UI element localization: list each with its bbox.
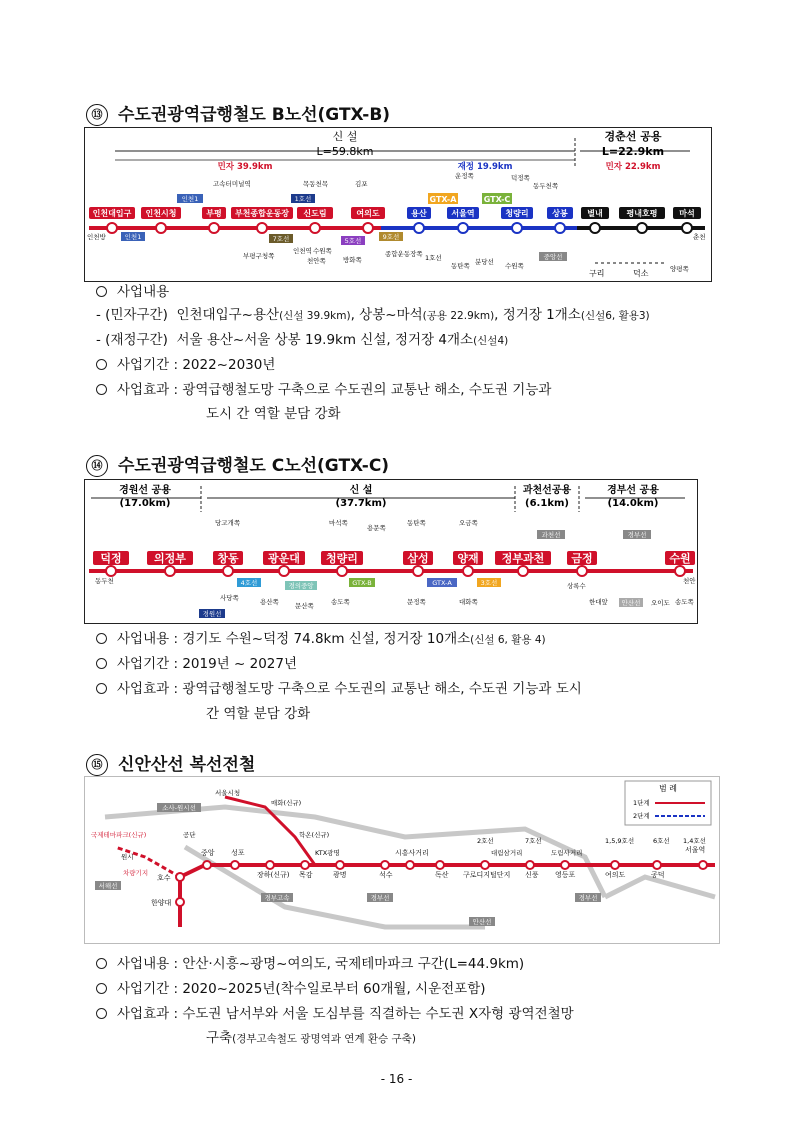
svg-text:(17.0km): (17.0km): [119, 498, 171, 509]
svg-text:송도쪽: 송도쪽: [675, 598, 694, 606]
svg-text:안산선: 안산선: [621, 599, 641, 607]
svg-text:인천방: 인천방: [87, 233, 106, 241]
svg-text:민자 22.9km: 민자 22.9km: [605, 162, 661, 172]
svg-text:청량리: 청량리: [505, 209, 529, 218]
svg-text:1,5,9호선: 1,5,9호선: [605, 837, 635, 845]
s-item-effect: 사업효과 : 수도권 남서부와 서울 도심부를 직결하는 수도권 X자형 광역전철망: [96, 1004, 574, 1024]
svg-text:소사-원시선: 소사-원시선: [162, 804, 196, 812]
svg-text:상록수: 상록수: [567, 582, 586, 590]
svg-text:2호선: 2호선: [477, 837, 494, 845]
svg-text:수원: 수원: [669, 552, 691, 565]
bullet-icon: [96, 286, 107, 297]
svg-text:(37.7km): (37.7km): [335, 498, 387, 509]
svg-text:신도림: 신도림: [303, 209, 327, 218]
svg-text:삼성: 삼성: [407, 552, 429, 565]
svg-text:한양대: 한양대: [151, 899, 172, 907]
b-item-effect: 사업효과 : 광역급행철도망 구축으로 수도권의 교통난 해소, 수도권 기능과: [96, 380, 551, 400]
svg-text:덕소: 덕소: [633, 269, 649, 278]
svg-text:신 설: 신 설: [349, 485, 373, 496]
svg-text:춘천: 춘천: [693, 233, 706, 241]
svg-text:학온(신규): 학온(신규): [299, 831, 330, 839]
svg-text:평내호평: 평내호평: [626, 209, 658, 218]
svg-text:마석쪽: 마석쪽: [329, 519, 348, 527]
c-item-period: 사업기간 : 2019년 ~ 2027년: [96, 654, 297, 674]
bullet-icon: [96, 658, 107, 669]
svg-text:1단계: 1단계: [633, 799, 650, 807]
svg-text:2단계: 2단계: [633, 812, 650, 820]
bullet-icon: [96, 384, 107, 395]
svg-text:과천선공용: 과천선공용: [522, 485, 572, 496]
svg-text:대화쪽: 대화쪽: [459, 598, 478, 606]
bullet-icon: [96, 359, 107, 370]
svg-text:서울역: 서울역: [451, 209, 475, 218]
svg-text:7호선: 7호선: [525, 837, 542, 845]
svg-text:경부고속: 경부고속: [264, 894, 290, 902]
svg-text:동두천: 동두천: [95, 577, 114, 585]
svg-text:9호선: 9호선: [382, 233, 400, 241]
svg-text:안산선: 안산선: [472, 918, 492, 926]
svg-text:성포: 성포: [231, 849, 245, 857]
svg-text:상봉: 상봉: [552, 209, 568, 218]
svg-text:용문쪽: 용문쪽: [367, 524, 386, 532]
bullet-icon: [96, 1008, 107, 1019]
bullet-icon: [96, 958, 107, 969]
svg-text:3호선: 3호선: [480, 579, 498, 587]
shinansan-diagram: [84, 776, 720, 944]
svg-text:신풍: 신풍: [525, 871, 539, 879]
svg-text:사당쪽: 사당쪽: [220, 594, 239, 602]
svg-text:부평구청쪽: 부평구청쪽: [243, 252, 275, 260]
svg-text:6호선: 6호선: [653, 837, 670, 845]
svg-text:양평쪽: 양평쪽: [670, 265, 689, 273]
b-item-private: - (민자구간) 인천대입구~용산(신설 39.9km), 상봉~마석(공용 22.9km), 정거장 1개소(신설6, 활용3): [96, 307, 650, 323]
svg-text:동탄쪽: 동탄쪽: [407, 519, 426, 527]
svg-text:마석: 마석: [679, 209, 695, 218]
svg-text:목감: 목감: [299, 871, 313, 879]
svg-text:경원선 공용: 경원선 공용: [119, 485, 171, 496]
svg-text:경원선: 경원선: [202, 610, 222, 618]
svg-text:천안: 천안: [683, 577, 696, 585]
svg-text:경춘선 공용: 경춘선 공용: [604, 130, 662, 143]
svg-text:공덕: 공덕: [651, 871, 665, 879]
svg-text:경부선: 경부선: [370, 894, 390, 902]
svg-text:오금쪽: 오금쪽: [459, 519, 478, 527]
svg-text:문산쪽: 문산쪽: [295, 602, 314, 610]
svg-text:금정: 금정: [571, 552, 593, 565]
svg-text:덕정: 덕정: [100, 552, 122, 565]
svg-text:4호선: 4호선: [240, 579, 258, 587]
svg-text:석수: 석수: [379, 871, 393, 879]
svg-text:용산: 용산: [411, 209, 427, 218]
svg-text:의정부: 의정부: [154, 552, 186, 565]
svg-text:시흥사거리: 시흥사거리: [395, 849, 429, 857]
gtx-c-diagram: [84, 479, 698, 624]
b-item-content: 사업내용: [96, 282, 169, 302]
svg-text:경부선: 경부선: [627, 531, 647, 539]
svg-text:인천대입구: 인천대입구: [92, 209, 132, 218]
svg-text:수원쪽: 수원쪽: [313, 247, 332, 255]
svg-text:별내: 별내: [587, 209, 603, 218]
section-14-title: ⑭ 수도권광역급행철도 C노선(GTX-C): [86, 451, 389, 477]
svg-text:서울역: 서울역: [685, 846, 706, 854]
svg-text:1호선: 1호선: [294, 195, 312, 203]
svg-text:중앙선: 중앙선: [543, 253, 563, 261]
s-item-effect-cont: 구축(경부고속철도 광명역과 연계 환승 구축): [206, 1030, 416, 1046]
svg-text:원시: 원시: [121, 853, 134, 861]
svg-text:동탄쪽: 동탄쪽: [451, 262, 470, 270]
svg-text:차량기지: 차량기지: [123, 869, 149, 877]
svg-text:영등포: 영등포: [555, 871, 576, 879]
svg-text:5호선: 5호선: [344, 237, 362, 245]
svg-text:국제테마파크(신규): 국제테마파크(신규): [91, 831, 147, 839]
svg-text:여의도: 여의도: [605, 871, 626, 879]
svg-text:창동: 창동: [217, 552, 239, 565]
gtx-b-diagram: [84, 127, 712, 282]
c-item-effect-cont: 간 역할 분담 강화: [206, 706, 311, 722]
svg-text:방화쪽: 방화쪽: [343, 256, 362, 264]
svg-text:매화(신규): 매화(신규): [271, 799, 302, 807]
svg-text:인천1: 인천1: [124, 233, 142, 241]
svg-text:중앙: 중앙: [201, 849, 215, 857]
svg-text:부평: 부평: [206, 209, 222, 218]
svg-text:송도쪽: 송도쪽: [331, 598, 350, 606]
new-build-label: 신 설: [332, 130, 358, 143]
svg-text:7호선: 7호선: [272, 235, 290, 243]
svg-text:김포: 김포: [355, 180, 368, 188]
svg-text:목동천목: 목동천목: [303, 180, 329, 188]
svg-text:대림삼거리: 대림삼거리: [491, 849, 523, 857]
b-item-fiscal: - (재정구간) 서울 용산~서울 상봉 19.9km 신설, 정거장 4개소(신설4): [96, 332, 509, 348]
svg-text:광명: 광명: [333, 871, 347, 879]
svg-text:천안쪽: 천안쪽: [307, 257, 326, 265]
svg-text:도림사거리: 도림사거리: [551, 849, 583, 857]
svg-text:구리: 구리: [589, 269, 605, 278]
svg-text:동두천쪽: 동두천쪽: [533, 182, 559, 190]
bullet-icon: [96, 983, 107, 994]
s-item-content: 사업내용 : 안산·시흥~광명~여의도, 국제테마파크 구간(L=44.9km): [96, 954, 524, 974]
svg-text:1호선: 1호선: [425, 254, 442, 262]
svg-text:여의도: 여의도: [356, 209, 380, 218]
section-number: ⑭: [86, 455, 108, 477]
svg-text:민자 39.9km: 민자 39.9km: [217, 162, 273, 172]
svg-text:정부과천: 정부과천: [501, 552, 545, 565]
svg-text:당고개쪽: 당고개쪽: [215, 519, 241, 527]
svg-text:인천역: 인천역: [293, 247, 312, 255]
s-item-period: 사업기간 : 2020~2025년(착수일로부터 60개월, 시운전포함): [96, 979, 486, 999]
svg-text:분당선: 분당선: [475, 258, 494, 266]
svg-text:KTX광명: KTX광명: [315, 849, 340, 857]
section-15-title: ⑮ 신안산선 복선전철: [86, 750, 255, 776]
svg-text:GTX-C: GTX-C: [483, 195, 511, 204]
svg-text:문정쪽: 문정쪽: [407, 598, 426, 606]
svg-text:경의중앙: 경의중앙: [288, 582, 314, 590]
page-number: - 16 -: [380, 1072, 413, 1086]
svg-text:한대앞: 한대앞: [589, 598, 608, 606]
c-item-content: 사업내용 : 경기도 수원~덕정 74.8km 신설, 정거장 10개소(신설 6, 활용 4): [96, 629, 546, 650]
svg-text:독산: 독산: [435, 871, 449, 879]
svg-text:범 례: 범 례: [659, 784, 677, 793]
svg-text:인천시청: 인천시청: [145, 209, 177, 218]
svg-text:재정 19.9km: 재정 19.9km: [457, 162, 513, 172]
svg-text:1,4호선: 1,4호선: [683, 837, 706, 845]
b-item-period: 사업기간 : 2022~2030년: [96, 355, 275, 375]
svg-text:서해선: 서해선: [98, 882, 118, 890]
svg-text:GTX-A: GTX-A: [429, 195, 457, 204]
svg-text:호수: 호수: [157, 874, 171, 882]
svg-text:경부선: 경부선: [578, 894, 598, 902]
svg-text:부천종합운동장: 부천종합운동장: [234, 209, 290, 218]
svg-text:인천1: 인천1: [181, 195, 199, 203]
c-item-effect: 사업효과 : 광역급행철도망 구축으로 수도권의 교통난 해소, 수도권 기능과 도시: [96, 679, 582, 699]
svg-text:장하(신규): 장하(신규): [257, 871, 290, 879]
svg-text:광운대: 광운대: [268, 552, 300, 565]
svg-text:(14.0km): (14.0km): [607, 498, 659, 509]
svg-text:공단: 공단: [183, 831, 196, 839]
bullet-icon: [96, 633, 107, 644]
svg-text:GTX-A: GTX-A: [432, 579, 452, 587]
svg-text:(6.1km): (6.1km): [525, 498, 569, 509]
svg-text:용산쪽: 용산쪽: [260, 598, 279, 606]
section-13-title: ⑬ 수도권광역급행철도 B노선(GTX-B): [86, 100, 390, 126]
svg-text:경부선 공용: 경부선 공용: [607, 485, 659, 496]
svg-text:서울시청: 서울시청: [215, 789, 241, 797]
section-number: ⑬: [86, 104, 108, 126]
svg-text:덕정쪽: 덕정쪽: [511, 174, 530, 182]
svg-text:고속터미널역: 고속터미널역: [213, 180, 251, 188]
svg-text:수원쪽: 수원쪽: [505, 262, 524, 270]
svg-text:GTX-B: GTX-B: [352, 579, 372, 587]
section-number: ⑮: [86, 754, 108, 776]
svg-text:청량리: 청량리: [326, 552, 358, 565]
svg-text:종합운동장쪽: 종합운동장쪽: [385, 250, 423, 258]
svg-text:L=59.8km: L=59.8km: [316, 145, 374, 158]
svg-text:구로디지털단지: 구로디지털단지: [463, 871, 511, 879]
bullet-icon: [96, 683, 107, 694]
svg-text:L=22.9km: L=22.9km: [601, 145, 665, 158]
svg-text:오이도: 오이도: [651, 599, 670, 607]
svg-text:과천선: 과천선: [541, 531, 561, 539]
svg-text:양재: 양재: [457, 552, 479, 565]
svg-text:운정쪽: 운정쪽: [455, 172, 474, 180]
b-item-effect-cont: 도시 간 역할 분담 강화: [206, 406, 341, 422]
